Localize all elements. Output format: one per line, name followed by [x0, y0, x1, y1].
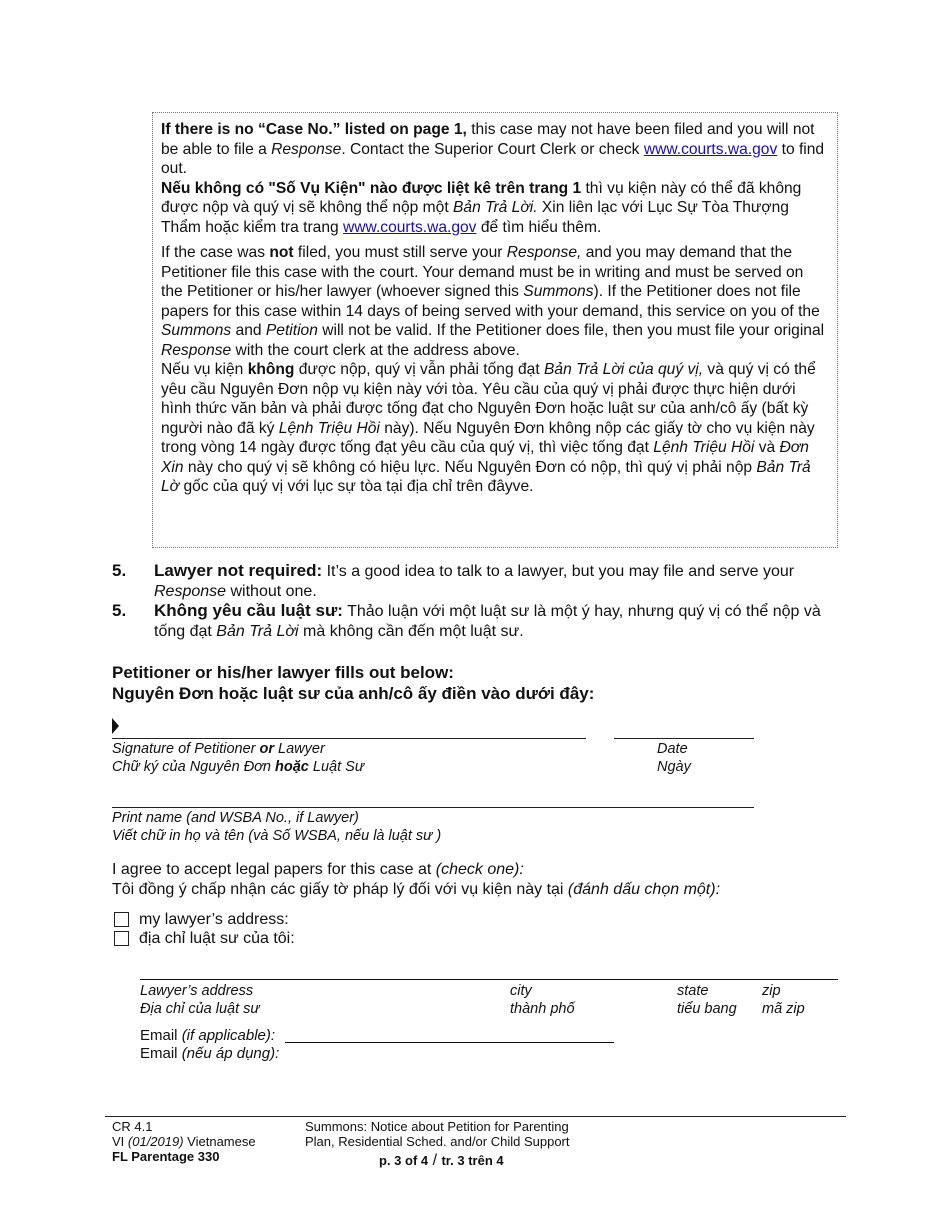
zip-label-en: zip	[762, 983, 781, 999]
item-5-vi	[112, 601, 832, 642]
summons-italic: Lệnh Triệu Hồi	[653, 439, 755, 456]
response-italic: Bản Trả Lời của quý vị,	[544, 361, 704, 378]
text-span: Tôi đồng ý chấp nhận các giấy tờ pháp lý đối với vụ kiện này tại	[112, 881, 568, 898]
address-line[interactable]	[140, 979, 838, 980]
agree-text	[112, 860, 720, 900]
text-span: to find out.	[161, 140, 825, 177]
text-span: gốc của quý vị với lục sự tòa tại địa chỉ trên đâyve.	[179, 478, 534, 495]
text-span: Xin liên lạc với Lục Sự Tòa Thượng Thẩm hoặc kiểm tra trang	[161, 199, 789, 236]
date-label-vi: Ngày	[657, 759, 691, 775]
page-slash: /	[428, 1152, 442, 1169]
not-filed-en-paragraph	[161, 243, 829, 360]
item-5-vi-text	[154, 601, 832, 642]
check-one-italic: (đánh dấu chọn một):	[567, 881, 721, 898]
text-span: Nếu vụ kiện	[161, 361, 248, 378]
text-span: filed, you must still serve your	[293, 244, 507, 261]
date-line[interactable]	[614, 738, 754, 739]
signature-label-en	[112, 740, 364, 758]
form-name: FL Parentage 330	[112, 1149, 220, 1164]
response-italic: Bản Trả Lời.	[453, 199, 538, 216]
text-span: Email	[140, 1045, 182, 1062]
footer-divider	[105, 1116, 846, 1117]
if-applicable-italic: (nếu áp dụng):	[181, 1045, 280, 1062]
signature-line[interactable]	[112, 738, 586, 739]
signature-arrow-icon	[112, 718, 119, 734]
item-label: Không yêu cầu luật sư:	[154, 601, 343, 620]
footer-title	[305, 1119, 570, 1149]
or-bold: or	[259, 741, 275, 757]
agree-vi	[112, 880, 720, 900]
text-span: VI	[112, 1134, 128, 1149]
version-date: (01/2019)	[127, 1134, 184, 1149]
text-span: mà không cần đến một luật sư.	[298, 623, 524, 640]
petitioner-heading	[112, 662, 594, 704]
notice-vi-paragraph	[161, 179, 829, 238]
notice-box	[152, 112, 838, 548]
state-label-en: state	[677, 983, 709, 999]
text-span: If the case was	[161, 244, 270, 261]
text-span: Thảo luận với một luật sư là một ý hay, nhưng quý vị có thể nộp và tống đạt	[154, 603, 821, 640]
check-one-italic: (check one):	[435, 861, 524, 878]
text-span: with the court clerk at the address above.	[231, 341, 520, 359]
signature-label	[112, 740, 364, 776]
city-label-en: city	[510, 983, 532, 999]
response-italic: Response	[271, 140, 342, 158]
courts-link-vi[interactable]: www.courts.wa.gov	[343, 218, 477, 236]
text-span: và	[754, 439, 780, 456]
state-label-vi: tiểu bang	[677, 1001, 737, 1017]
text-span: thì vụ kiện này có thể đã không được nộp và quý vị sẽ không thể nộp một	[161, 179, 802, 216]
lawyer-address-option-label-vi: địa chỉ luật sư của tôi:	[139, 930, 295, 947]
lawyer-address-label	[140, 982, 260, 1018]
signature-label-vi	[112, 758, 364, 776]
not-filed-vi-paragraph	[161, 360, 829, 497]
khong-bold: không	[247, 361, 295, 378]
summons-italic: Summons	[523, 283, 594, 300]
text-span: này). Nếu Nguyên Đơn không nộp các giấy tờ cho vụ kiện này trong vòng 14 ngày được tống đạt yêu cầu của quý vị, thì việc tống đạt	[161, 419, 815, 456]
item-label: Lawyer not required:	[154, 561, 323, 580]
city-label-vi: thành phố	[510, 1001, 575, 1017]
item-5-en	[112, 561, 832, 602]
text-span: . Contact the Superior Court Clerk or check	[341, 140, 644, 158]
text-span: Chữ ký của Nguyên Đơn	[112, 759, 276, 775]
text-span: Vietnamese	[183, 1134, 256, 1149]
email-label	[140, 1027, 279, 1063]
response-italic: Response	[154, 583, 227, 600]
text-span: I agree to accept legal papers for this case at	[112, 861, 436, 878]
print-name-label-vi: Viết chữ in họ và tên (và Số WSBA, nếu là luật sư )	[112, 828, 442, 844]
email-label-vi	[140, 1045, 279, 1063]
date-label	[657, 740, 691, 776]
heading-vi: Nguyên Đơn hoặc luật sư của anh/cô ấy điền vào dưới đây:	[112, 684, 595, 703]
city-label	[510, 982, 575, 1018]
notice-en-bold: If there is no “Case No.” listed on page 1,	[161, 121, 467, 138]
text-span: this case may not have been filed and you will not be able to file a	[161, 121, 815, 158]
petition-italic: Đơn Xin	[161, 439, 809, 476]
courts-link[interactable]: www.courts.wa.gov	[643, 140, 778, 158]
notice-en-paragraph	[161, 120, 829, 179]
if-applicable-italic: (if applicable):	[181, 1027, 276, 1044]
print-name-line[interactable]	[112, 807, 754, 808]
text-span: Luật Sư	[308, 759, 365, 775]
text-span: It’s a good idea to talk to a lawyer, but you may file and serve your	[322, 563, 795, 580]
text-span: and	[231, 322, 266, 339]
lawyer-address-label-vi: Địa chỉ của luật sư	[140, 1001, 260, 1017]
text-span: được nộp, quý vị vẫn phải tống đạt	[294, 361, 544, 378]
heading-en: Petitioner or his/her lawyer fills out below:	[112, 663, 454, 682]
agree-en	[112, 860, 720, 880]
lawyer-address-label-en: Lawyer’s address	[140, 983, 254, 999]
page-number	[379, 1153, 504, 1168]
state-label	[677, 982, 737, 1018]
response-italic: Bản Trả Lời	[216, 623, 299, 640]
item-number: 5.	[112, 561, 127, 580]
lawyer-address-checkbox[interactable]	[114, 912, 129, 927]
response-italic: Response	[161, 341, 232, 359]
zip-label	[762, 982, 805, 1018]
text-span: này cho quý vị sẽ không có hiệu lực. Nếu Nguyên Đơn có nộp, thì quý vị phải nộp	[183, 458, 757, 476]
print-name-label-en: Print name (and WSBA No., if Lawyer)	[112, 810, 359, 826]
response-italic: Bản Trả Lờ	[161, 458, 811, 495]
text-span: Email	[140, 1027, 182, 1044]
footer-title-line2: Plan, Residential Sched. and/or Child Support	[305, 1134, 570, 1149]
or-bold: hoặc	[275, 759, 309, 775]
date-label-en: Date	[657, 741, 688, 757]
petition-italic: Petition	[265, 322, 318, 339]
text-span: và quý vị có thể yêu cầu Nguyên Đơn nộp vụ kiện này với tòa. Yêu cầu của quý vị phải được thực hiện dưới hình thức văn bản và phải được tống đạt cho Nguyên Đơn hoặc luật sư của anh/cô ấy (bất kỳ người nào đã ký	[161, 361, 816, 437]
item-5-en-text	[154, 561, 832, 602]
zip-label-vi: mã zip	[762, 1001, 805, 1017]
summons-italic: Lệnh Triệu Hồi	[278, 419, 380, 437]
not-bold: not	[269, 244, 294, 261]
text-span: Lawyer	[274, 741, 325, 757]
footer-title-line1: Summons: Notice about Petition for Parenting	[305, 1119, 569, 1134]
text-span: Signature of Petitioner	[112, 741, 260, 757]
email-line[interactable]	[285, 1042, 614, 1043]
page-en: p. 3 of 4	[379, 1153, 429, 1168]
email-label-en	[140, 1027, 279, 1045]
lawyer-address-checkbox-vi[interactable]	[114, 931, 129, 946]
footer-left	[112, 1119, 256, 1164]
item-number: 5.	[112, 601, 127, 620]
text-span: will not be valid. If the Petitioner does file, then you must file your original	[317, 322, 825, 339]
text-span: ). If the Petitioner does not file papers for this case within 14 days of being served with your demand, this service on you of the	[161, 283, 820, 320]
form-number: CR 4.1	[112, 1119, 153, 1134]
response-italic: Response,	[506, 244, 582, 261]
lawyer-address-option-label: my lawyer’s address:	[139, 911, 289, 928]
form-version	[112, 1134, 256, 1149]
print-name-label	[112, 809, 441, 845]
summons-italic: Summons	[161, 322, 232, 339]
page-vi: tr. 3 trên 4	[441, 1153, 504, 1168]
text-span: để tìm hiểu thêm.	[476, 218, 602, 236]
notice-vi-bold: Nếu không có "Số Vụ Kiện" nào được liệt kê trên trang 1	[161, 179, 582, 197]
text-span: and you may demand that the Petitioner file this case with the court. Your demand must be in writing and must be served on the Petitioner or his/her lawyer (whoever signed this	[161, 244, 804, 300]
text-span: without one.	[226, 583, 317, 600]
